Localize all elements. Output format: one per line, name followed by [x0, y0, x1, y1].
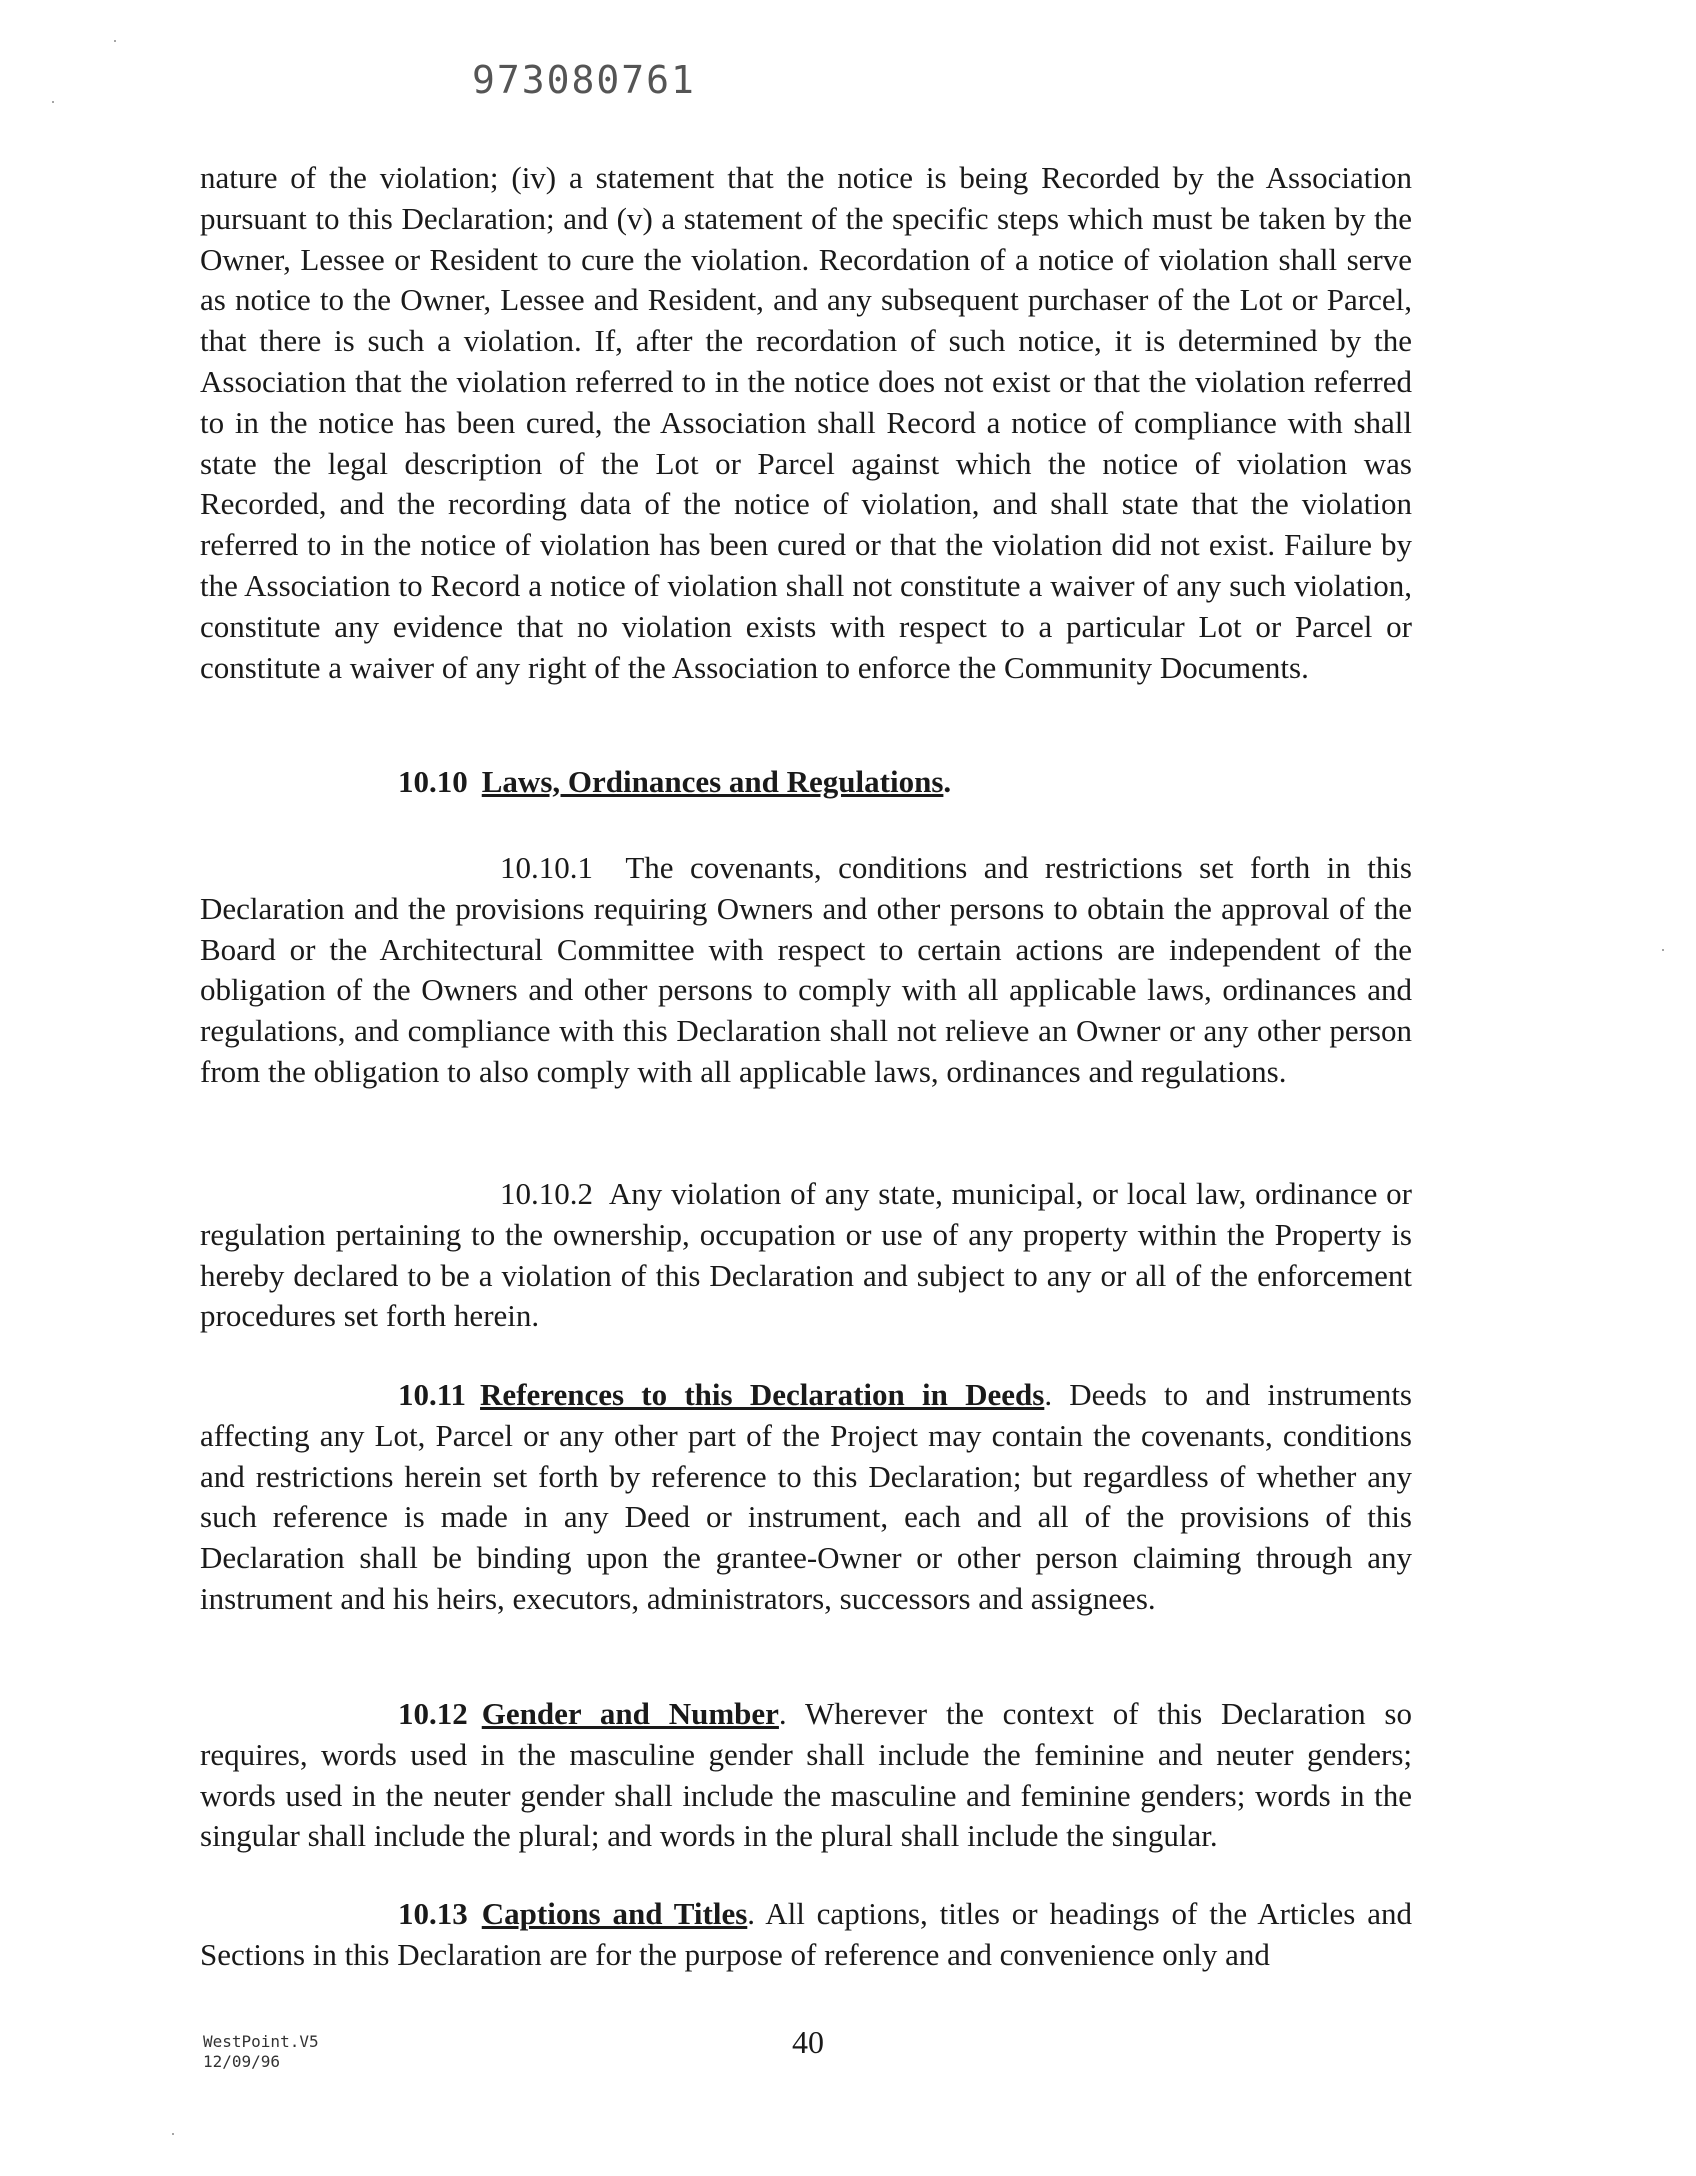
section-10-12-paragraph	[200, 1694, 1412, 1857]
section-10-10-1-block	[200, 848, 1412, 1093]
section-number: 10.10	[398, 764, 468, 799]
section-title: Captions and Titles	[481, 1896, 748, 1931]
footer-file-info	[203, 2032, 319, 2072]
section-title: Gender and Number	[481, 1696, 779, 1731]
section-10-11-paragraph	[200, 1375, 1412, 1620]
footer-filename: WestPoint.V5	[203, 2032, 319, 2051]
section-title: Laws, Ordinances and Regulations	[481, 764, 944, 799]
section-10-10-heading	[398, 764, 951, 800]
section-10-10-2-block	[200, 1174, 1412, 1337]
section-text: . All captions, titles or headings of the Articles and Sections in this Declaration are for the purpose of reference and convenience only and	[200, 1896, 1412, 1972]
continuation-block	[200, 158, 1412, 688]
section-10-13-block	[200, 1894, 1412, 1976]
subsection-number: 10.10.2	[500, 1176, 593, 1211]
section-10-13-paragraph	[200, 1894, 1412, 1976]
section-number: 10.11	[398, 1377, 467, 1412]
page-number: 40	[792, 2024, 824, 2060]
section-number: 10.12	[398, 1696, 468, 1731]
scan-speck	[114, 40, 116, 42]
section-10-11-block	[200, 1375, 1412, 1620]
section-title: References to this Declaration in Deeds	[480, 1377, 1045, 1412]
scan-speck	[1662, 949, 1664, 951]
section-10-10-2-paragraph	[200, 1174, 1412, 1337]
section-title-period: .	[943, 764, 952, 799]
section-text: . Deeds to and instruments affecting any Lot, Parcel or any other part of the Project may contain the covenants, conditions and restrictions herein set forth by reference to this Declaration; but regardless of whether any such reference is made in any Deed or instrument, each and all of the provisions of this Declaration shall be binding upon the grantee-Owner or other person claiming through any instrument and his heirs, executors, administrators, successors and assignees.	[200, 1377, 1412, 1616]
section-10-10-1-paragraph	[200, 848, 1412, 1093]
scan-speck	[172, 2133, 174, 2135]
section-10-12-block	[200, 1694, 1412, 1857]
section-number: 10.13	[398, 1896, 468, 1931]
scan-speck	[52, 101, 54, 103]
subsection-number: 10.10.1	[500, 850, 593, 885]
subsection-text: Any violation of any state, municipal, or local law, ordinance or regulation pertaining to the ownership, occupation or use of any property within the Property is hereby declared to be a violation of this Declaration and subject to any or all of the enforcement procedures set forth herein.	[200, 1176, 1412, 1334]
footer-date: 12/09/96	[203, 2052, 281, 2071]
recording-stamp: 973080761	[472, 58, 696, 102]
section-text: . Wherever the context of this Declaration so requires, words used in the masculine gender shall include the feminine and neuter genders; words used in the neuter gender shall include the masculine and feminine genders; words in the singular shall include the plural; and words in the plural shall include the singular.	[200, 1696, 1412, 1854]
continuation-paragraph: nature of the violation; (iv) a statement that the notice is being Recorded by the Association pursuant to this Declaration; and (v) a statement of the specific steps which must be taken by the Owner, Lessee or Resident to cure the violation. Recordation of a notice of violation shall serve as notice to the Owner, Lessee and Resident, and any subsequent purchaser of the Lot or Parcel, that there is such a violation. If, after the recordation of such notice, it is determined by the Association that the violation referred to in the notice does not exist or that the violation referred to in the notice has been cured, the Association shall Record a notice of compliance with shall state the legal description of the Lot or Parcel against which the notice of violation was Recorded, and the recording data of the notice of violation, and shall state that the violation referred to in the notice of violation has been cured or that the violation did not exist. Failure by the Association to Record a notice of violation shall not constitute a waiver of any such violation, constitute any evidence that no violation exists with respect to a particular Lot or Parcel or constitute a waiver of any right of the Association to enforce the Community Documents.	[200, 160, 1412, 685]
subsection-text: The covenants, conditions and restrictions set forth in this Declaration and the provisions requiring Owners and other persons to obtain the approval of the Board or the Architectural Committee with respect to certain actions are independent of the obligation of the Owners and other persons to comply with all applicable laws, ordinances and regulations, and compliance with this Declaration shall not relieve an Owner or any other person from the obligation to also comply with all applicable laws, ordinances and regulations.	[200, 850, 1412, 1089]
